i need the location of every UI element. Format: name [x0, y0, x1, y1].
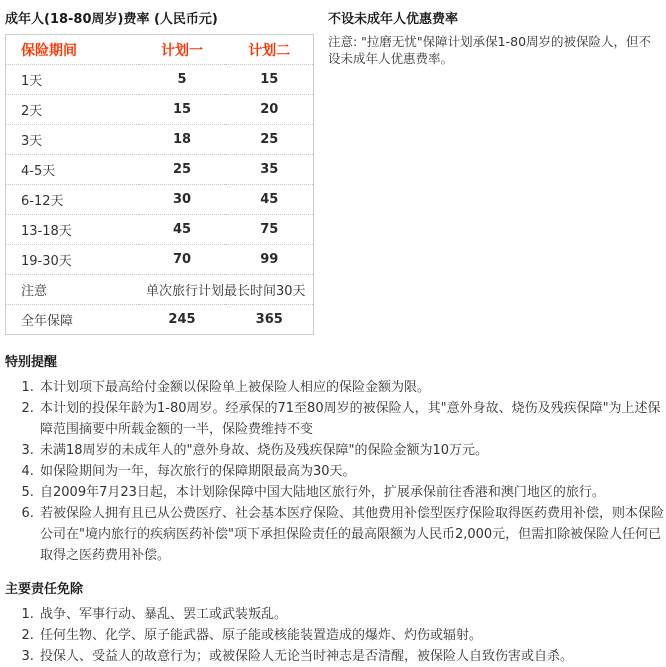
plan2-cell: 75 [225, 215, 313, 245]
period-cell: 4-5天 [6, 155, 139, 185]
list-item: 4. 如保险期间为一年，每次旅行的保障期限最高为30天。 [38, 461, 666, 482]
plan2-cell: 35 [225, 155, 313, 185]
period-cell: 13-18天 [6, 215, 139, 245]
plan1-cell: 25 [139, 155, 226, 185]
table-row [6, 275, 314, 305]
list-item: 3. 未满18周岁的未成年人的"意外身故、烧伤及残疾保障"的保险金额为10万元。 [38, 440, 666, 461]
period-cell: 注意 [6, 275, 139, 305]
table-row [6, 155, 314, 185]
plan2-cell: 20 [225, 95, 313, 125]
list-item: 1. 本计划项下最高给付金额以保险单上被保险人相应的保险金额为限。 [38, 377, 666, 398]
special-reminders-section [5, 351, 666, 566]
top-area [5, 4, 666, 335]
period-cell: 全年保障 [6, 305, 139, 335]
table-row [6, 185, 314, 215]
minor-note-body: 注意: "拉磨无忧"保障计划承保1-80周岁的被保险人，但不设未成年人优惠费率。 [328, 34, 652, 66]
plan1-cell: 70 [139, 245, 226, 275]
plan2-cell: 25 [225, 125, 313, 155]
table-row [6, 95, 314, 125]
period-cell: 1天 [6, 65, 139, 95]
note-cell: 单次旅行计划最长时间30天 [139, 275, 314, 305]
plan2-cell: 365 [225, 305, 313, 335]
list-item: 2. 任何生物、化学、原子能武器、原子能或核能装置造成的爆炸、灼伤或辐射。 [38, 625, 666, 646]
special-reminders-title: 特别提醒 [5, 355, 58, 370]
plan1-cell: 18 [139, 125, 226, 155]
column-header-plan2: 计划二 [248, 42, 291, 59]
list-item: 1. 战争、军事行动、暴乱、罢工或武装叛乱。 [38, 604, 666, 625]
exclusions-title: 主要责任免除 [5, 582, 84, 597]
plan1-cell: 15 [139, 95, 226, 125]
rate-table [5, 34, 314, 335]
table-row [6, 65, 314, 95]
adult-rates-title: 成年人(18-80周岁)费率 (人民币元) [5, 12, 218, 27]
plan1-cell: 45 [139, 215, 226, 245]
column-header-period: 保险期间 [21, 42, 77, 59]
list-item: 3. 投保人、受益人的故意行为；或被保险人无论当时神志是否清醒，被保险人自致伤害或自杀。 [38, 646, 666, 667]
period-cell: 2天 [6, 95, 139, 125]
plan2-cell: 15 [225, 65, 313, 95]
period-cell: 6-12天 [6, 185, 139, 215]
period-cell: 19-30天 [6, 245, 139, 275]
plan2-cell: 99 [225, 245, 313, 275]
minor-note-title: 不设未成年人优惠费率 [328, 12, 459, 27]
period-cell: 3天 [6, 125, 139, 155]
special-reminders-list [5, 377, 666, 566]
rate-table-header-row [6, 35, 314, 65]
list-item: 5. 自2009年7月23日起，本计划除保障中国大陆地区旅行外，扩展承保前往香港和澳门地区的旅行。 [38, 482, 666, 503]
exclusions-section [5, 578, 666, 667]
plan1-cell: 30 [139, 185, 226, 215]
plan2-cell: 45 [225, 185, 313, 215]
minor-note-section [328, 4, 664, 67]
rate-table-body [6, 65, 314, 335]
adult-rates-section [5, 4, 321, 335]
list-item: 6. 若被保险人拥有且已从公费医疗、社会基本医疗保险、其他费用补偿型医疗保险取得医药费用补偿，则本保险公司在"境内旅行的疾病医药补偿"项下承担保险责任的最高限额为人民币2,000元，但需扣除被保险人任何已取得之医药费用补偿。 [38, 503, 666, 566]
table-row [6, 125, 314, 155]
plan1-cell: 5 [139, 65, 226, 95]
table-row [6, 305, 314, 335]
plan1-cell: 245 [139, 305, 226, 335]
table-row [6, 245, 314, 275]
list-item: 2. 本计划的投保年龄为1-80周岁。经承保的71至80周岁的被保险人，其"意外身故、烧伤及残疾保障"为上述保障范围摘要中所载金额的一半，保险费维持不变 [38, 398, 666, 440]
column-header-plan1: 计划一 [160, 42, 203, 59]
table-row [6, 215, 314, 245]
exclusions-list [5, 604, 666, 667]
rate-table-head [6, 35, 314, 65]
